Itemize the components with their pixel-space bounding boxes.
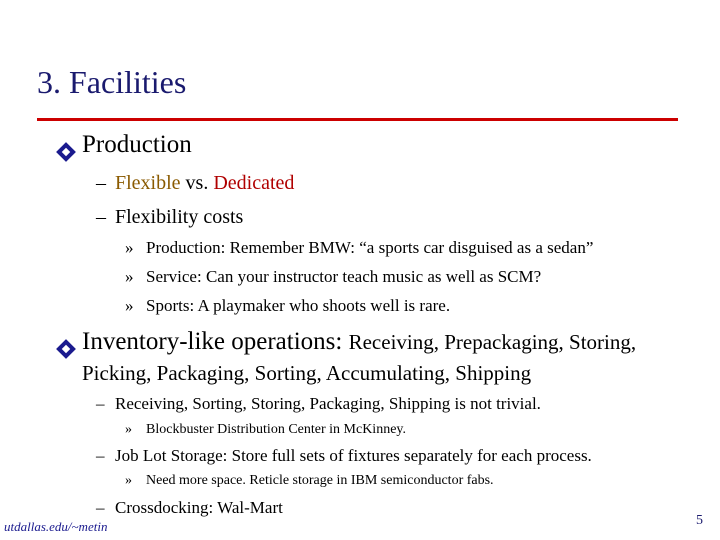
- flexibility-costs: Flexibility costs: [115, 206, 244, 228]
- flex-vs-dedicated: [115, 172, 294, 195]
- example-service: Service: Can your instructor teach music as well as SCM?: [146, 267, 542, 286]
- title-divider: [37, 118, 678, 121]
- inventory-heading: [82, 328, 636, 356]
- inventory-note-reticle: Need more space. Reticle storage in IBM semiconductor fabs.: [146, 473, 494, 488]
- example-production: Production: Remember BMW: “a sports car disguised as a sedan”: [146, 238, 594, 257]
- flexible-label: Flexible: [115, 172, 181, 194]
- inventory-note-blockbuster: Blockbuster Distribution Center in McKinney.: [146, 422, 406, 437]
- dash-icon: –: [96, 206, 106, 228]
- diamond-bullet-icon: [56, 339, 76, 359]
- raquo-icon: »: [125, 296, 134, 315]
- page-number: 5: [696, 513, 703, 528]
- dash-icon: –: [96, 394, 105, 413]
- dedicated-label: Dedicated: [213, 172, 295, 194]
- inventory-sub-crossdocking: Crossdocking: Wal-Mart: [115, 498, 283, 517]
- inventory-heading-line2: Picking, Packaging, Sorting, Accumulating, Shipping: [82, 361, 532, 385]
- raquo-icon: »: [125, 238, 134, 257]
- raquo-icon: »: [125, 422, 132, 437]
- dash-icon: –: [96, 172, 106, 194]
- vs-label: vs.: [180, 172, 214, 194]
- dash-icon: –: [96, 446, 105, 465]
- raquo-icon: »: [125, 473, 132, 488]
- production-heading: Production: [82, 131, 192, 158]
- inventory-heading-small: Receiving, Prepackaging, Storing,: [348, 330, 637, 354]
- inventory-heading-large: Inventory-like operations:: [82, 328, 349, 355]
- diamond-bullet-icon: [56, 142, 76, 162]
- dash-icon: –: [96, 498, 105, 517]
- example-sports: Sports: A playmaker who shoots well is rare.: [146, 296, 451, 315]
- page-title: 3. Facilities: [37, 64, 187, 100]
- inventory-sub-joblot: Job Lot Storage: Store full sets of fixtures separately for each process.: [115, 446, 592, 465]
- inventory-sub-receiving: Receiving, Sorting, Storing, Packaging, Shipping is not trivial.: [115, 394, 541, 413]
- footer-url: utdallas.edu/~metin: [4, 519, 108, 534]
- raquo-icon: »: [125, 267, 134, 286]
